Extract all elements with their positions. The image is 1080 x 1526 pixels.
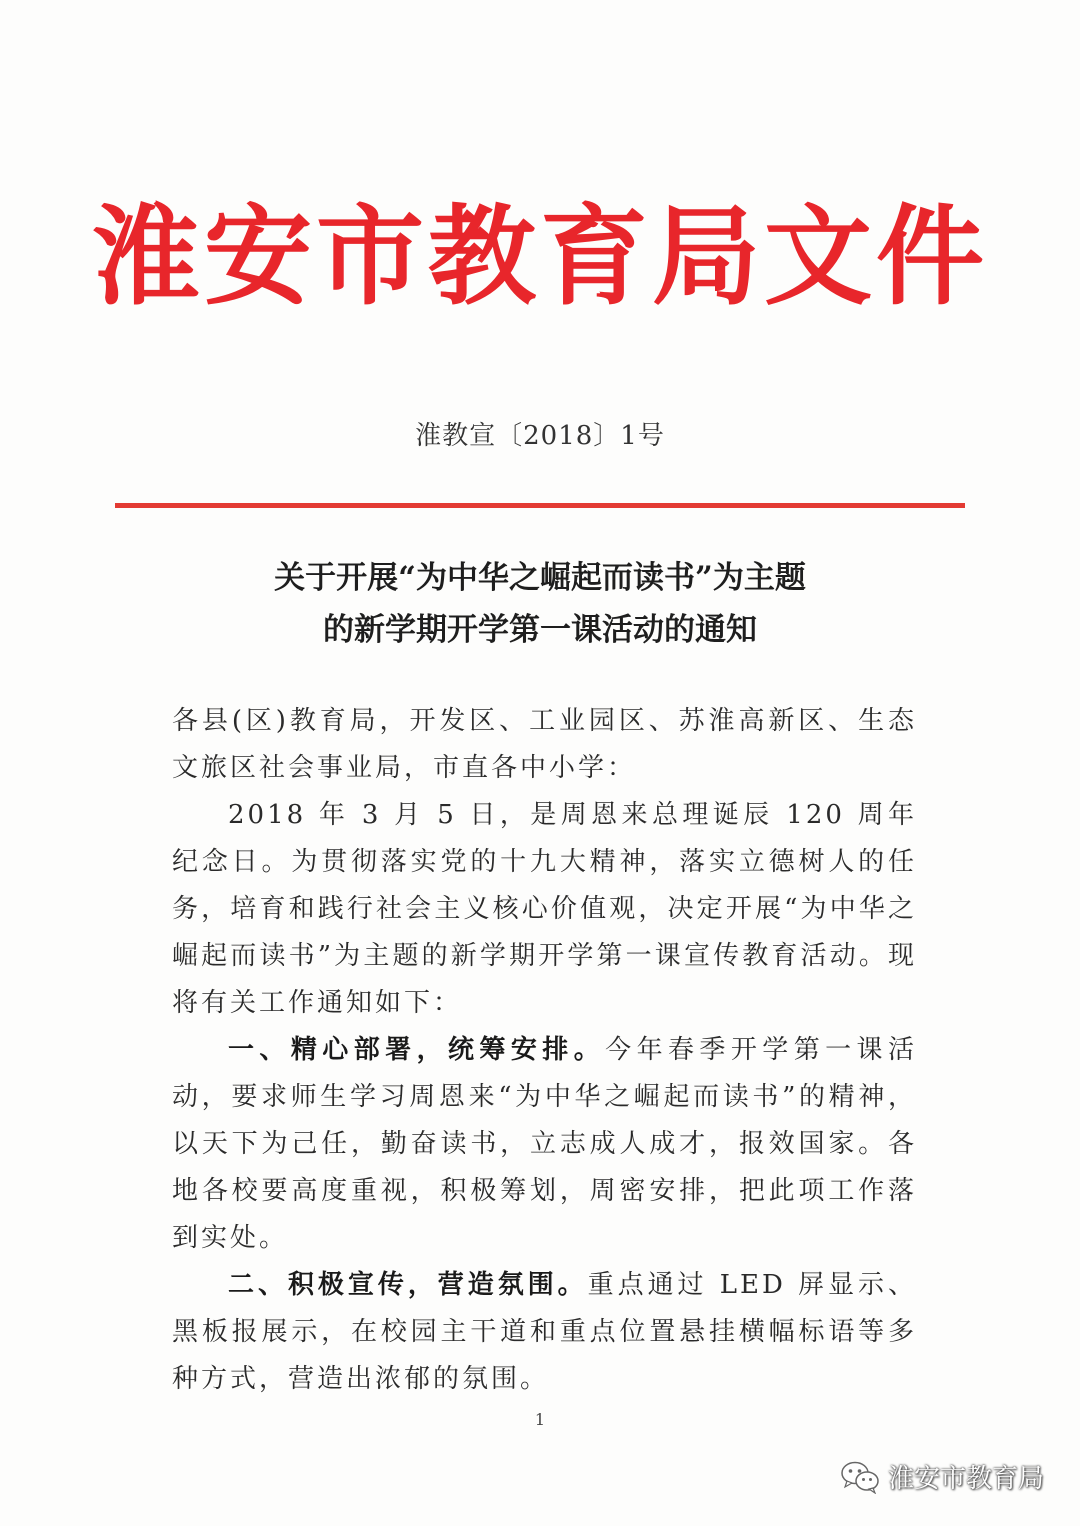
section-1-paragraph (172, 1027, 917, 1262)
section-2-paragraph (172, 1262, 917, 1403)
section-2-text: 重点通过 LED 屏显示、黑板报展示，在校园主干道和重点位置悬挂横幅标语等多种方式，营造出浓郁的氛围。 (172, 1270, 917, 1394)
document-header-title: 淮安市教育局文件 (91, 195, 988, 320)
notice-body (172, 698, 917, 1403)
red-divider-line (115, 503, 965, 508)
section-1-text: 今年春季开学第一课活动，要求师生学习周恩来“为中华之崛起而读书”的精神，以天下为己任，勤奋读书，立志成人成才，报效国家。各地各校要高度重视，积极筹划，周密安排，把此项工作落到实处。 (172, 1035, 917, 1253)
notice-title-line-2: 的新学期开学第一课活动的通知 (323, 612, 757, 648)
section-2-heading: 二、积极宣传，营造氛围。 (228, 1270, 588, 1300)
watermark-label: 淮安市教育局 (887, 1464, 1044, 1494)
intro-paragraph: 2018 年 3 月 5 日，是周恩来总理诞辰 120 周年纪念日。为贯彻落实党的十九大精神，落实立德树人的任务，培育和践行社会主义核心价值观，决定开展“为中华之崛起而读书”为主题的新学期开学第一课宣传教育活动。现将有关工作通知如下： (172, 800, 917, 1018)
recipients-paragraph: 各县(区)教育局，开发区、工业园区、苏淮高新区、生态文旅区社会事业局，市直各中小学： (172, 706, 917, 783)
section-1-heading: 一、精心部署，统筹安排。 (228, 1035, 606, 1065)
notice-title (0, 552, 1080, 656)
page-number: 1 (534, 1410, 546, 1429)
wechat-icon (840, 1460, 880, 1494)
document-number: 淮教宣〔2018〕1号 (415, 421, 665, 451)
notice-title-line-1: 关于开展“为中华之崛起而读书”为主题 (274, 560, 806, 596)
wechat-watermark (840, 1458, 1044, 1495)
